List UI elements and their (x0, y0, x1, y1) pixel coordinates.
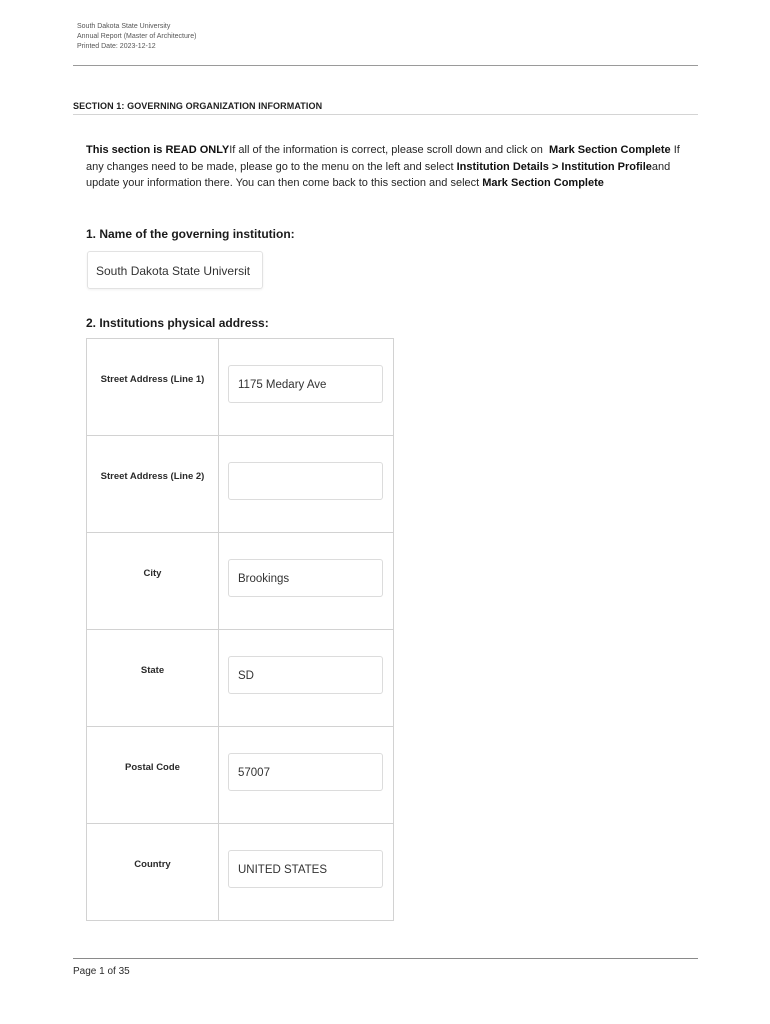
state-label: State (140, 665, 165, 676)
country-label: Country (134, 859, 171, 870)
intro-mark-complete-1: Mark Section Complete (549, 144, 671, 156)
address-table (86, 338, 394, 921)
section-intro (86, 142, 686, 192)
intro-text-3: and update your information there. You can then come back to this section and select (86, 160, 671, 189)
header-report: Annual Report (Master of Architecture) (77, 33, 197, 40)
table-row (87, 824, 394, 921)
header-divider (73, 65, 698, 66)
document-header (77, 22, 196, 52)
header-institution: South Dakota State University (77, 23, 171, 30)
intro-text-1: If all of the information is correct, please scroll down and click on (229, 144, 543, 156)
postal-code-field[interactable]: 57007 (228, 753, 383, 791)
table-row (87, 630, 394, 727)
intro-text-2: If any changes need to be made, please go to the menu on the left and select (86, 144, 680, 173)
city-field[interactable]: Brookings (228, 559, 383, 597)
address-line1-label: Street Address (Line 1) (100, 374, 205, 385)
intro-mark-complete-2: Mark Section Complete (482, 177, 604, 189)
table-row (87, 436, 394, 533)
footer-divider (73, 958, 698, 959)
header-printed-date: Printed Date: 2023-12-12 (77, 43, 156, 50)
section-title: SECTION 1: GOVERNING ORGANIZATION INFORMATION (73, 101, 323, 111)
institution-name-field[interactable]: South Dakota State Universit (87, 251, 263, 289)
city-label: City (143, 568, 162, 579)
state-field[interactable]: SD (228, 656, 383, 694)
question-institution-name: 1. Name of the governing institution: (86, 227, 295, 241)
intro-institution-profile: Institution Details > Institution Profile (456, 160, 652, 173)
address-line2-field[interactable] (228, 462, 383, 500)
table-row (87, 727, 394, 824)
question-physical-address: 2. Institutions physical address: (86, 316, 269, 330)
postal-code-label: Postal Code (125, 762, 180, 773)
intro-read-only: This section is READ ONLY (86, 144, 230, 156)
table-row (87, 339, 394, 436)
section-divider (73, 114, 698, 115)
address-line2-label: Street Address (Line 2) (100, 471, 205, 482)
country-field[interactable]: UNITED STATES (228, 850, 383, 888)
address-line1-field[interactable]: 1175 Medary Ave (228, 365, 383, 403)
table-row (87, 533, 394, 630)
page-number: Page 1 of 35 (73, 966, 130, 977)
